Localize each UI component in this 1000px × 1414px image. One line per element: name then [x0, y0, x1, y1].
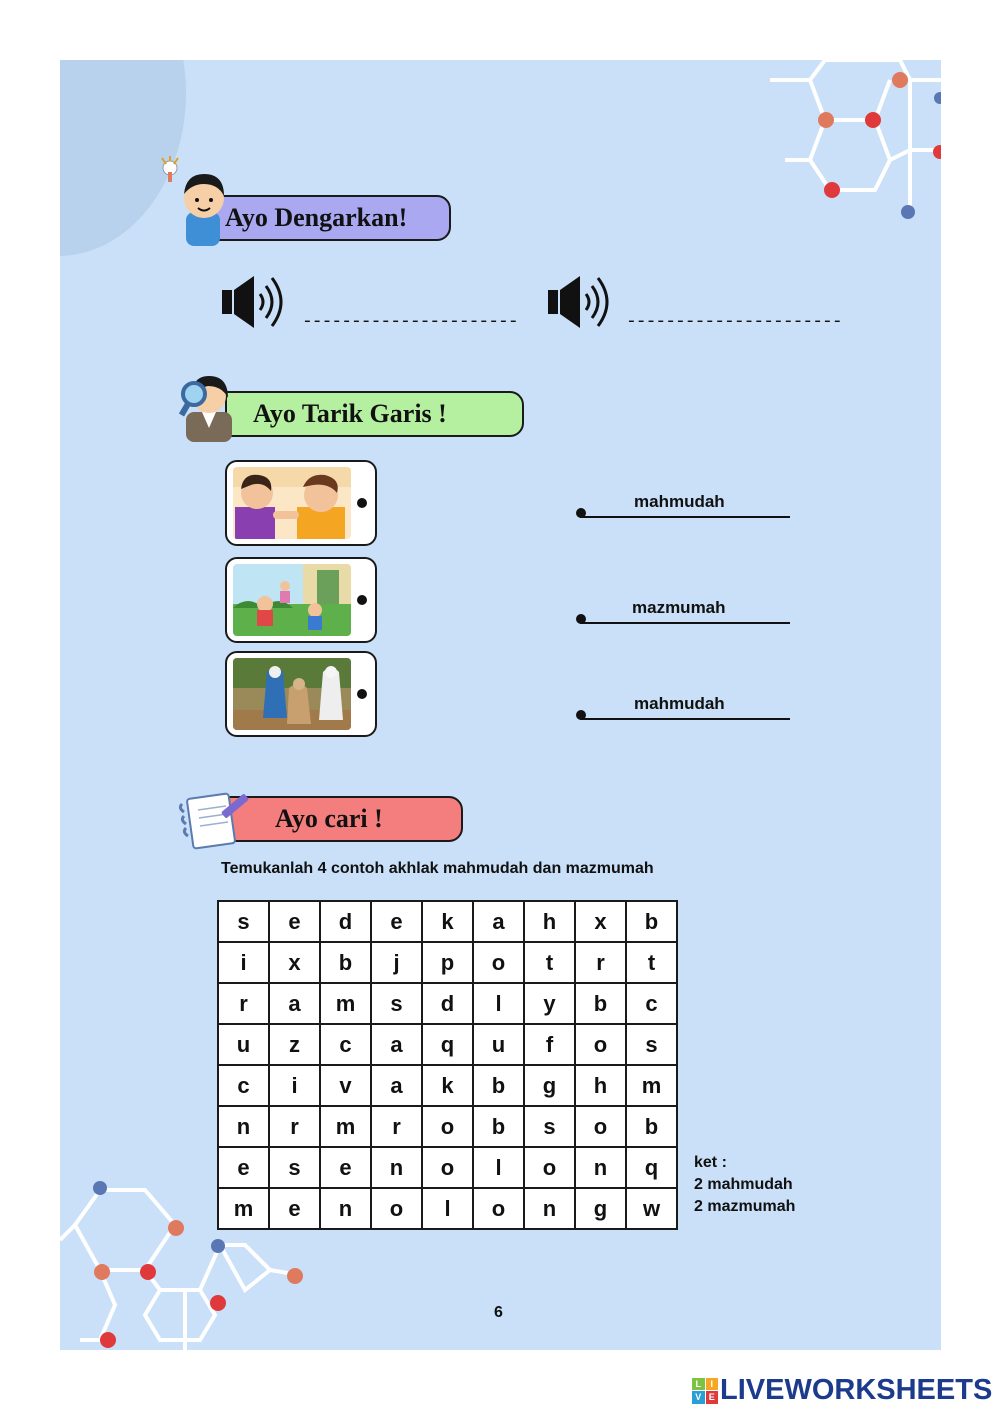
grid-cell[interactable]: n [524, 1188, 575, 1229]
grid-cell[interactable]: l [473, 1147, 524, 1188]
grid-row [218, 1065, 677, 1106]
logo-letter: E [706, 1391, 719, 1404]
grid-cell[interactable]: o [575, 1106, 626, 1147]
grid-cell[interactable]: r [371, 1106, 422, 1147]
search-title: Ayo cari ! [275, 804, 383, 833]
grid-cell[interactable]: r [218, 983, 269, 1024]
grid-cell[interactable]: y [524, 983, 575, 1024]
match-card-1[interactable] [225, 460, 377, 546]
match-title: Ayo Tarik Garis ! [253, 399, 447, 428]
grid-row [218, 1188, 677, 1229]
grid-cell[interactable]: n [218, 1106, 269, 1147]
listen-answer-blank-1[interactable]: ---------------------- [302, 312, 518, 332]
match-card-3[interactable] [225, 651, 377, 737]
grid-cell[interactable]: x [269, 942, 320, 983]
grid-cell[interactable]: m [320, 983, 371, 1024]
match-point-left-3[interactable] [357, 689, 367, 699]
grid-cell[interactable]: z [269, 1024, 320, 1065]
grid-cell[interactable]: j [371, 942, 422, 983]
grid-cell[interactable]: u [473, 1024, 524, 1065]
grid-cell[interactable]: b [626, 901, 677, 942]
molecule-decoration-top [760, 60, 941, 230]
page-number: 6 [494, 1304, 503, 1321]
search-banner [225, 796, 463, 842]
notebook-pen-icon [176, 788, 254, 852]
grid-cell[interactable]: c [626, 983, 677, 1024]
grid-cell[interactable]: r [269, 1106, 320, 1147]
grid-cell[interactable]: n [575, 1147, 626, 1188]
liveworksheets-brand[interactable] [692, 1374, 992, 1407]
grid-cell[interactable]: d [422, 983, 473, 1024]
grid-cell[interactable]: s [371, 983, 422, 1024]
match-answer-label-3: mahmudah [634, 694, 725, 713]
grid-cell[interactable]: v [320, 1065, 371, 1106]
grid-cell[interactable]: o [473, 942, 524, 983]
grid-cell[interactable]: s [626, 1024, 677, 1065]
logo-letter: I [706, 1378, 719, 1391]
grid-cell[interactable]: b [473, 1065, 524, 1106]
grid-cell[interactable]: t [524, 942, 575, 983]
grid-cell[interactable]: a [371, 1024, 422, 1065]
word-search-grid [217, 900, 678, 1230]
grid-cell[interactable]: g [575, 1188, 626, 1229]
grid-cell[interactable]: o [473, 1188, 524, 1229]
grid-cell[interactable]: k [422, 1065, 473, 1106]
logo-letter: L [692, 1378, 705, 1391]
grid-cell[interactable]: q [626, 1147, 677, 1188]
listen-banner [205, 195, 451, 241]
listen-title: Ayo Dengarkan! [225, 203, 408, 232]
answer-underline [580, 516, 790, 518]
grid-cell[interactable]: l [422, 1188, 473, 1229]
grid-cell[interactable]: i [269, 1065, 320, 1106]
grid-cell[interactable]: b [626, 1106, 677, 1147]
grid-cell[interactable]: c [320, 1024, 371, 1065]
grid-row [218, 983, 677, 1024]
search-key [694, 1152, 795, 1218]
speaker-icon[interactable] [220, 274, 290, 330]
grid-cell[interactable]: e [320, 1147, 371, 1188]
match-answer-label-1: mahmudah [634, 492, 725, 511]
grid-cell[interactable]: b [473, 1106, 524, 1147]
boy-avatar-icon [156, 156, 228, 246]
helping-elder-image [233, 658, 351, 730]
grid-cell[interactable]: o [422, 1147, 473, 1188]
grid-cell[interactable]: s [524, 1106, 575, 1147]
brand-name: LIVEWORKSHEETS [720, 1374, 993, 1406]
key-mahmudah: 2 mahmudah [694, 1176, 793, 1193]
answer-underline [580, 718, 790, 720]
match-answer-3[interactable] [576, 694, 790, 720]
worksheet-page [60, 60, 941, 1350]
grid-cell[interactable]: a [371, 1065, 422, 1106]
grid-cell[interactable]: a [269, 983, 320, 1024]
grid-cell[interactable]: h [575, 1065, 626, 1106]
grid-cell[interactable]: f [524, 1024, 575, 1065]
grid-cell[interactable]: d [320, 901, 371, 942]
match-answer-2[interactable] [576, 598, 790, 624]
children-gardening-image [233, 564, 351, 636]
grid-row [218, 1024, 677, 1065]
grid-cell[interactable]: o [524, 1147, 575, 1188]
match-point-left-1[interactable] [357, 498, 367, 508]
grid-cell[interactable]: e [218, 1147, 269, 1188]
grid-cell[interactable]: o [371, 1188, 422, 1229]
grid-cell[interactable]: a [473, 901, 524, 942]
grid-cell[interactable]: m [626, 1065, 677, 1106]
grid-cell[interactable]: s [218, 901, 269, 942]
children-bullying-image [233, 467, 351, 539]
grid-cell[interactable]: m [218, 1188, 269, 1229]
search-instruction: Temukanlah 4 contoh akhlak mahmudah dan mazmumah [221, 860, 654, 877]
grid-cell[interactable]: e [371, 901, 422, 942]
grid-row [218, 901, 677, 942]
grid-cell[interactable]: s [269, 1147, 320, 1188]
grid-cell[interactable]: g [524, 1065, 575, 1106]
liveworksheets-logo-icon [692, 1378, 718, 1404]
match-banner [225, 391, 524, 437]
grid-cell[interactable]: b [575, 983, 626, 1024]
grid-cell[interactable]: e [269, 1188, 320, 1229]
grid-cell[interactable]: e [269, 901, 320, 942]
grid-row [218, 1106, 677, 1147]
grid-cell[interactable]: n [320, 1188, 371, 1229]
grid-cell[interactable]: p [422, 942, 473, 983]
grid-cell[interactable]: m [320, 1106, 371, 1147]
key-label: ket : [694, 1154, 727, 1171]
grid-cell[interactable]: o [422, 1106, 473, 1147]
grid-cell[interactable]: o [575, 1024, 626, 1065]
grid-cell[interactable]: b [320, 942, 371, 983]
grid-cell[interactable]: c [218, 1065, 269, 1106]
grid-cell[interactable]: w [626, 1188, 677, 1229]
key-mazmumah: 2 mazmumah [694, 1198, 796, 1215]
logo-letter: V [692, 1391, 705, 1404]
grid-cell[interactable]: i [218, 942, 269, 983]
listen-answer-blank-2[interactable]: ---------------------- [626, 312, 842, 332]
match-point-left-2[interactable] [357, 595, 367, 605]
match-answer-label-2: mazmumah [632, 598, 726, 617]
match-answer-1[interactable] [576, 492, 790, 518]
grid-row [218, 942, 677, 983]
grid-cell[interactable]: h [524, 901, 575, 942]
answer-underline [580, 622, 790, 624]
grid-cell[interactable]: x [575, 901, 626, 942]
grid-cell[interactable]: n [371, 1147, 422, 1188]
grid-cell[interactable]: u [218, 1024, 269, 1065]
magnifier-girl-icon [178, 366, 240, 442]
grid-cell[interactable]: t [626, 942, 677, 983]
grid-cell[interactable]: r [575, 942, 626, 983]
grid-row [218, 1147, 677, 1188]
match-card-2[interactable] [225, 557, 377, 643]
grid-cell[interactable]: l [473, 983, 524, 1024]
grid-cell[interactable]: k [422, 901, 473, 942]
speaker-icon[interactable] [546, 274, 616, 330]
grid-cell[interactable]: q [422, 1024, 473, 1065]
